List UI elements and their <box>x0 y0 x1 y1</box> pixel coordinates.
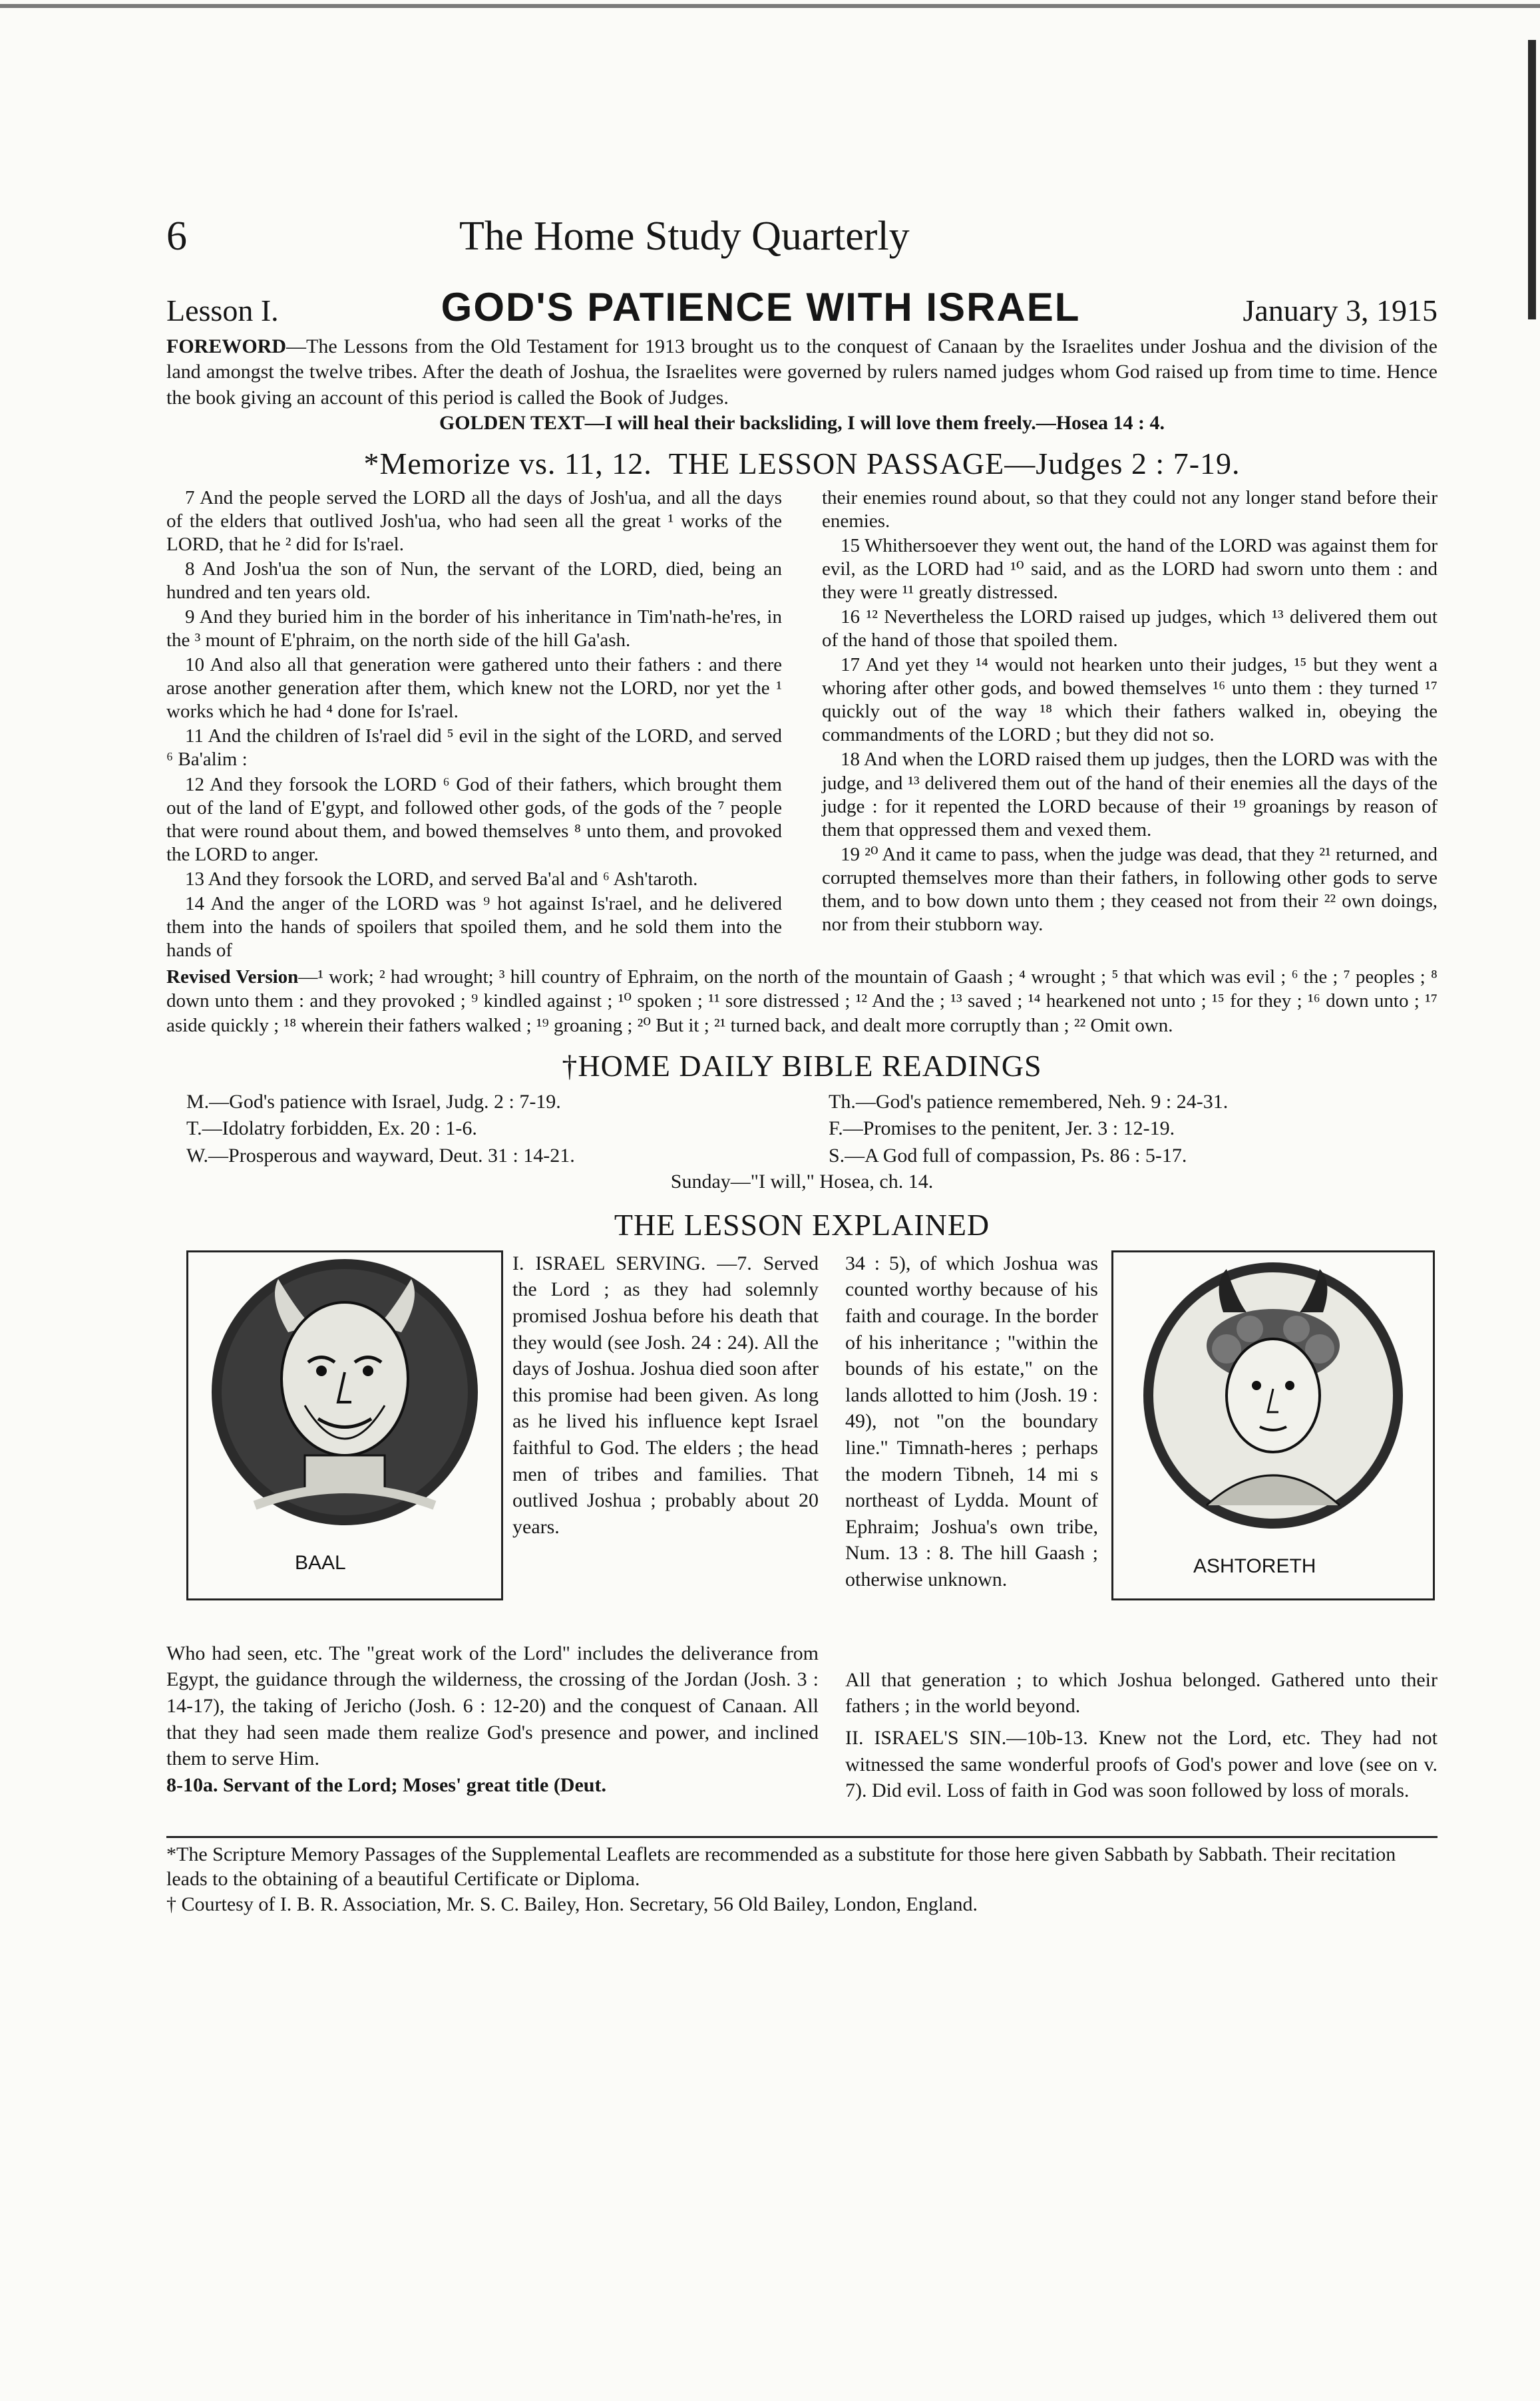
passage-right-column <box>822 486 1438 964</box>
reading-item: S.—A God full of compassion, Ps. 86 : 5-17. <box>829 1144 1187 1167</box>
lesson-passage <box>166 486 1438 964</box>
verse: 16 ¹² Nevertheless the LORD raised up judges, which ¹³ delivered them out of the hand of those that spoiled them. <box>822 606 1438 651</box>
explained-column-b-continued <box>845 1667 1438 1804</box>
footnotes <box>166 1836 1438 1917</box>
explained-col-a-end: 8-10a. Servant of the Lord; Moses' great title (Deut. <box>166 1773 606 1796</box>
verse: 13 And they forsook the LORD, and served Ba'al and ⁶ Ash'taroth. <box>185 868 698 890</box>
baal-engraving-icon <box>188 1252 501 1539</box>
page-number: 6 <box>166 214 187 259</box>
verse: 18 And when the LORD raised them up judges, then the LORD was with the judge, and ¹³ delivered them out of the hand of their enemies all the days of the judge : for it repented the LORD because of their ¹⁹ groanings by reason of them that oppressed them and vexed them. <box>822 749 1438 840</box>
lesson-label: Lesson I. <box>166 293 279 327</box>
golden-text: GOLDEN TEXT—I will heal their backsliding, I will love them freely.—Hosea 14 : 4. <box>439 412 1165 435</box>
ashtoreth-figure <box>1111 1250 1435 1600</box>
document-page <box>166 213 1438 1917</box>
passage-left-column <box>166 486 782 964</box>
foreword-text: —The Lessons from the Old Testament for 1913 brought us to the conquest of Canaan by the Israelites under Joshua and the division of the land amongst the twelve tribes. After the death of Joshua, the Israelites were governed by rulers named judges whom God raised up from time to time. Hence the book giving an account of this period is called the Book of Judges. <box>166 335 1438 409</box>
ashtoreth-engraving-icon <box>1113 1252 1433 1539</box>
ashtoreth-caption: ASHTORETH <box>1193 1555 1316 1577</box>
lesson-explained <box>166 1248 1438 1827</box>
baal-caption: BAAL <box>295 1551 346 1574</box>
explained-title: THE LESSON EXPLAINED <box>614 1207 990 1242</box>
verse: 7 And the people served the LORD all the days of Josh'ua, and all the days of the elders that outlived Josh'ua, who had seen all the great ¹ works of the LORD, that he ² did for Is'rael. <box>166 486 782 555</box>
reading-item: W.—Prosperous and wayward, Deut. 31 : 14-21. <box>186 1144 575 1167</box>
revised-version-text: —¹ work; ² had wrought; ³ hill country of Ephraim, on the north of the mountain of Gaash ; ⁴ wrought ; ⁵ that which was evil ; ⁶ the ; ⁷ peoples ; ⁸ down unto them : and they provoked ; ⁹ kindled against ; ¹⁰ spoken ; ¹¹ sore distressed ; ¹² And the ; ¹³ saved ; ¹⁴ hearkened not unto ; ¹⁵ for they ; ¹⁶ down unto ; ¹⁷ aside quickly ; ¹⁸ wherein their fathers walked ; ¹⁹ groaning ; ²⁰ But it ; ²¹ turned back, and dealt more corruptly than ; ²² Omit own. <box>166 966 1438 1036</box>
explained-column-a <box>512 1250 819 1541</box>
lesson-title: GOD'S PATIENCE WITH ISRAEL <box>441 285 1081 329</box>
verse: 9 And they buried him in the border of his inheritance in Tim'nath-he'res, in the ³ mount of E'phraim, on the north side of the hill Ga'ash. <box>166 606 782 651</box>
passage-heading <box>166 446 1438 481</box>
readings-list <box>166 1089 1438 1170</box>
verse: their enemies round about, so that they could not any longer stand before their enemies. <box>822 486 1438 532</box>
verse: 11 And the children of Is'rael did ⁵ evil in the sight of the LORD, and served ⁶ Ba'alim : <box>166 725 782 771</box>
reading-item: T.—Idolatry forbidden, Ex. 20 : 1-6. <box>186 1117 477 1140</box>
revised-version <box>166 965 1438 1037</box>
explained-col-a-cont: Who had seen, etc. The "great work of the Lord" includes the deliverance from Egypt, the guidance through the wilderness, the crossing of the Jordan (Josh. 3 : 14-17), the taking of Jericho (Josh. 6 : 12-20) and the conquest of Canaan. All that they had seen made them realize God's presence and power, and inclined them to serve Him. <box>166 1642 819 1770</box>
explained-column-b <box>845 1250 1098 1593</box>
verse: 8 And Josh'ua the son of Nun, the servant of the LORD, died, being an hundred and ten years old. <box>166 558 782 603</box>
running-header <box>166 213 1438 260</box>
reading-sunday: Sunday—"I will," Hosea, ch. 14. <box>670 1171 934 1193</box>
explained-col-a-text: I. ISRAEL SERVING. —7. Served the Lord ; as they had solemnly promised Joshua before his death that they would (see Josh. 24 : 24). All the days of Joshua. Joshua died soon after this promise had been given. As long as he lived his influence kept Israel faithful to God. The elders ; the head men of tribes and families. That outlived Joshua ; probably about 20 years. <box>512 1252 819 1538</box>
verse: 10 And also all that generation were gathered unto their fathers : and there arose another generation after them, which knew not the LORD, nor yet the ¹ works which he had ⁴ done for Is'rael. <box>166 654 782 723</box>
verse: 14 And the anger of the LORD was ⁹ hot against Is'rael, and he delivered them into the hands of spoilers that spoiled them, and he sold them into the hands of <box>166 892 782 962</box>
reading-item: M.—God's patience with Israel, Judg. 2 : 7-19. <box>186 1090 561 1113</box>
explained-col-b-text: 34 : 5), of which Joshua was counted worthy because of his faith and courage. In the border of his inheritance ; "within the bounds of his estate," on the lands allotted to him (Josh. 19 : 49), not "on the boundary line." Timnath-heres ; perhaps the modern Tibneh, 14 mi s northeast of Lydda. Mount of Ephraim; Joshua's own tribe, Num. 13 : 8. The hill Gaash ; otherwise unknown. <box>845 1252 1098 1590</box>
lesson-heading <box>166 284 1438 330</box>
reading-item: F.—Promises to the penitent, Jer. 3 : 12-19. <box>829 1117 1175 1140</box>
readings-title: †HOME DAILY BIBLE READINGS <box>562 1048 1042 1083</box>
verse: 17 And yet they ¹⁴ would not hearken unto their judges, ¹⁵ but they went a whoring after other gods, and bowed themselves ¹⁶ unto them : they turned ¹⁷ quickly out of the way ¹⁸ which their fathers walked in, obeying the commandments of the LORD ; but they did not so. <box>822 654 1438 746</box>
lesson-date: January 3, 1915 <box>1243 293 1438 327</box>
verse: 15 Whithersoever they went out, the hand of the LORD was against them for evil, as the LORD had ¹⁰ said, and as the LORD had sworn unto them : and they were ¹¹ greatly distressed. <box>822 534 1438 603</box>
explained-section-two: II. ISRAEL'S SIN.—10b-13. Knew not the Lord, etc. They had not witnessed the same wonderful proofs of God's power and love (see on v. 7). Did evil. Loss of faith in God was soon followed by loss of morals. <box>845 1726 1438 1802</box>
foreword <box>166 334 1438 411</box>
explained-column-a-continued <box>166 1640 819 1799</box>
foreword-label: FOREWORD <box>166 335 286 357</box>
page-edge-mark <box>1528 40 1536 319</box>
verse: 12 And they forsook the LORD ⁶ God of their fathers, which brought them out of the land of E'gypt, and followed other gods, of the gods of the ⁷ people that were round about them, and bowed themselves ⁸ unto them, and provoked the LORD to anger. <box>166 773 782 865</box>
running-title: The Home Study Quarterly <box>459 214 910 259</box>
revised-version-label: Revised Version <box>166 966 299 988</box>
verse: 19 ²⁰ And it came to pass, when the judge was dead, that they ²¹ returned, and corrupted themselves more than their fathers, in following other gods to serve them, and to bow down unto them ; they ceased not from their ²² own doings, nor from their stubborn way. <box>822 843 1438 935</box>
footnote: † Courtesy of I. B. R. Association, Mr. S. C. Bailey, Hon. Secretary, 56 Old Bailey, London, England. <box>166 1893 978 1915</box>
explained-col-b-cont: All that generation ; to which Joshua belonged. Gathered unto their fathers ; in the world beyond. <box>845 1668 1438 1718</box>
top-scan-rule <box>0 4 1540 8</box>
memorize-note: *Memorize vs. 11, 12. <box>363 446 652 480</box>
passage-title: THE LESSON PASSAGE—Judges 2 : 7-19. <box>668 446 1241 480</box>
footnote: *The Scripture Memory Passages of the Supplemental Leaflets are recommended as a substitute for those here given Sabbath by Sabbath. Their recitation leads to the obtaining of a beautiful Certificate or Diploma. <box>166 1843 1396 1891</box>
baal-figure <box>186 1250 503 1600</box>
reading-item: Th.—God's patience remembered, Neh. 9 : 24-31. <box>829 1090 1229 1113</box>
